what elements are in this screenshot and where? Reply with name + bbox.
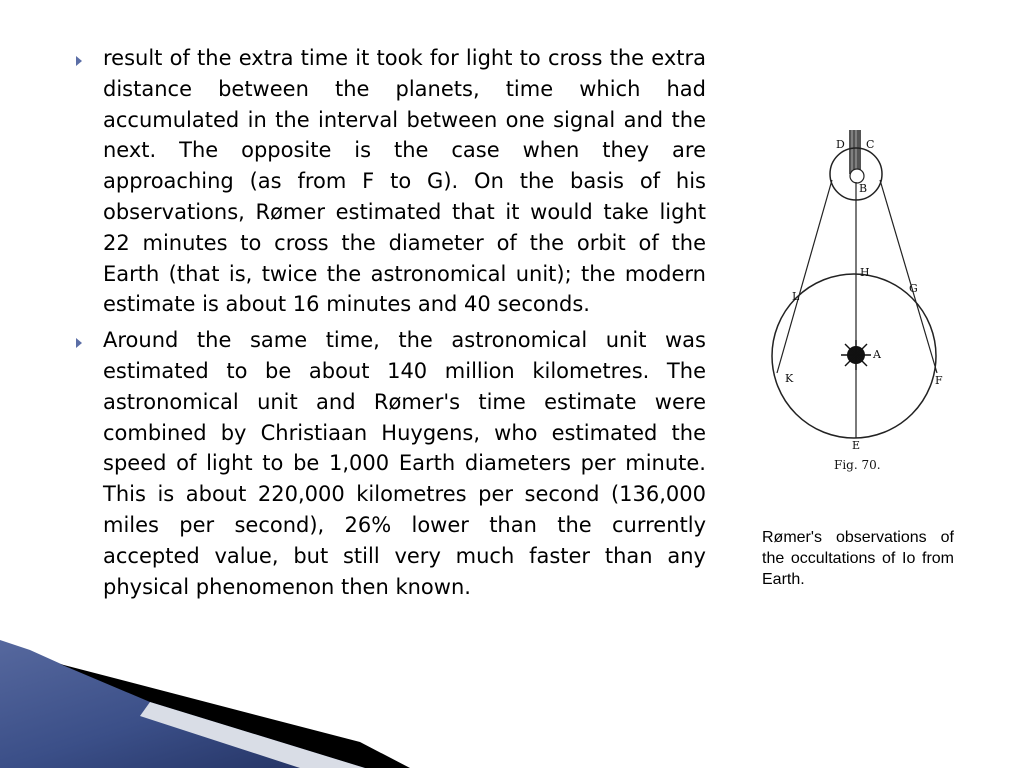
bullet-item — [76, 325, 706, 602]
bullet-arrow-icon — [76, 338, 82, 348]
romer-orbit-figure — [768, 126, 958, 476]
corner-blue-band — [0, 640, 400, 768]
label-g: G — [909, 282, 918, 295]
corner-black-stripe — [60, 664, 410, 768]
label-b: B — [859, 182, 868, 195]
bullet-list — [76, 43, 706, 607]
corner-light-stripe — [140, 702, 365, 768]
label-h: H — [860, 266, 870, 279]
figure-labels — [785, 138, 943, 472]
bullet-text: Around the same time, the astronomical unit was estimated to be about 140 million kilometres. The astronomical unit and Rømer's time estimate were combined by Christiaan Huygens, who estimated the speed of light to be 1,000 Earth diameters per minute. This is about 220,000 kilometres per second (136,000 miles per second), 26% lower than the currently accepted value, but still very much faster than any physical phenomenon then known. — [103, 328, 706, 599]
bullet-text: result of the extra time it took for light to cross the extra distance between the planets, time which had accumulated in the interval between one signal and the next. The opposite is the case when they are approaching (as from F to G). On the basis of his observations, Rømer estimated that it would take light 22 minutes to cross the diameter of the orbit of the Earth (that is, twice the astronomical unit); the modern estimate is about 16 minutes and 40 seconds. — [103, 46, 706, 317]
label-c: C — [866, 138, 875, 151]
figure-caption: Rømer's observations of the occultations of Io from Earth. — [762, 529, 954, 588]
corner-grey-band — [0, 700, 400, 768]
bullet-arrow-icon — [76, 56, 82, 66]
figure-number: Fig. 70. — [834, 458, 881, 472]
label-f: F — [935, 374, 943, 387]
label-e: E — [852, 439, 861, 452]
label-d: D — [836, 138, 845, 151]
tangent-line-left — [777, 180, 832, 373]
jupiter-shadow — [849, 130, 861, 174]
label-l: L — [792, 290, 800, 303]
jupiter-body — [850, 169, 864, 183]
tangent-line-right — [880, 180, 937, 373]
label-k: K — [785, 372, 794, 385]
label-a: A — [873, 348, 881, 361]
sun-rays — [841, 340, 871, 370]
bullet-item — [76, 43, 706, 320]
